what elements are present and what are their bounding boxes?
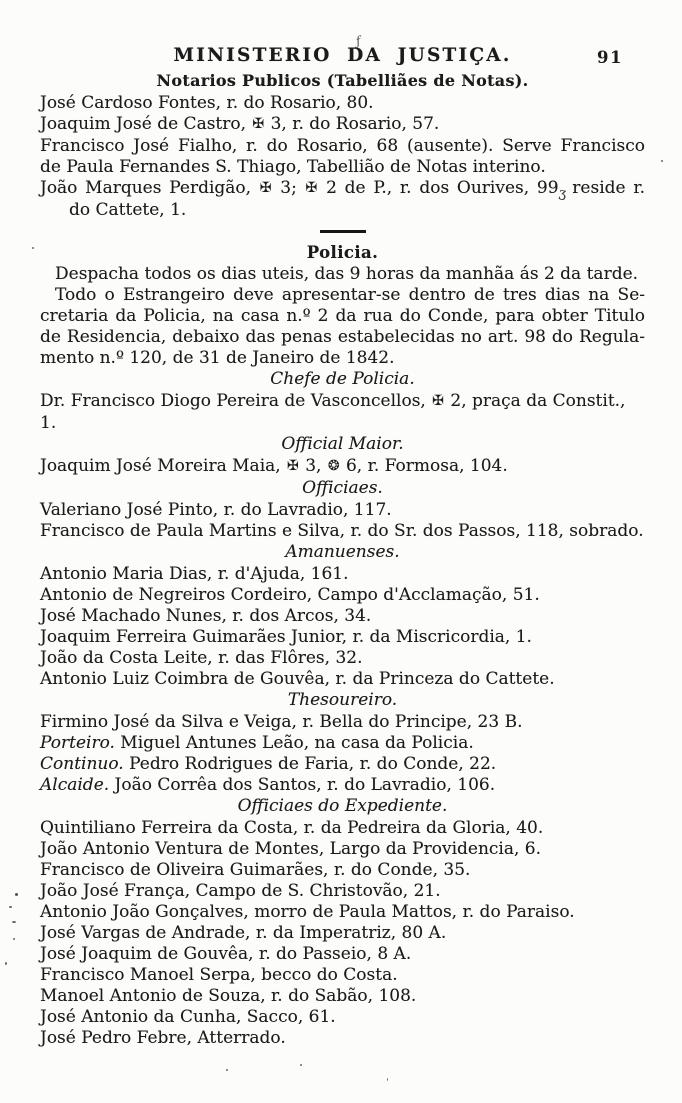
entry-line (40, 285, 645, 306)
section-divider-wrap (40, 221, 645, 242)
entry-line (40, 1007, 645, 1028)
text-run: Antonio de Negreiros Cordeiro, Campo d'Acclamação, 51. (40, 585, 540, 605)
entry-line (40, 157, 645, 178)
scan-speck (5, 962, 7, 965)
text-run: José Pedro Febre, Atterrado. (40, 1028, 286, 1048)
subsection-official-maior (40, 434, 645, 478)
text-run: 2, praça da Constit., 1. (40, 391, 626, 433)
entry-line (40, 348, 645, 369)
text-run: José Machado Nunes, r. dos Arcos, 34. (40, 606, 372, 626)
scan-speck (15, 893, 18, 896)
entry-line (40, 114, 645, 136)
text-run: Manoel Antonio de Souza, r. do Sabão, 108. (40, 986, 417, 1006)
text-run: Joaquim José de Castro, (40, 114, 252, 134)
text-run: João Antonio Ventura de Montes, Largo da Providencia, 6. (40, 839, 542, 859)
entry-line (40, 648, 645, 669)
role-label: Porteiro. (40, 733, 115, 753)
text-run: Joaquim Ferreira Guimarães Junior, r. da Miscricordia, 1. (40, 627, 532, 647)
entry-line (40, 965, 645, 986)
entry-line (40, 775, 645, 796)
cross-icon: ✠ (305, 180, 318, 196)
text-run: 3, (299, 456, 327, 476)
text-run: Antonio João Gonçalves, morro de Paula Mattos, r. do Paraiso. (40, 902, 575, 922)
subsection-thesoureiro (40, 690, 645, 796)
entry-line (40, 456, 645, 478)
page-title: MINISTERIO DA JUSTIÇA. (173, 45, 512, 66)
chefe-de-policia-list (40, 391, 645, 434)
entry-line (40, 986, 645, 1007)
text-run: cretaria da Policia, na casa n.º 2 da rua do Conde, para obter Titulo (40, 306, 645, 326)
scan-speck (12, 921, 16, 923)
text-run: do Cattete, 1. (69, 200, 187, 220)
text-run: Francisco José Fialho, r. do Rosario, 68 (ausente). Serve Francisco (40, 136, 645, 156)
text-run: 3, r. do Rosario, 57. (265, 114, 440, 134)
entry-line (40, 712, 645, 733)
text-run: Dr. Francisco Diogo Pereira de Vasconcellos, (40, 391, 432, 411)
text-run: Antonio Luiz Coimbra de Gouvêa, r. da Princeza do Cattete. (40, 669, 555, 689)
entry-line (40, 669, 645, 690)
cross-icon: ✠ (252, 116, 265, 132)
medal-icon: ❂ (327, 458, 340, 474)
entry-line (40, 521, 645, 542)
officiaes-list (40, 500, 645, 542)
text-run: Francisco de Oliveira Guimarães, r. do Conde, 35. (40, 860, 471, 880)
entry-line (40, 944, 645, 965)
text-run: 2 de P., r. dos Ourives, 99 (318, 178, 559, 198)
policia-intro-paragraphs (40, 264, 645, 369)
entry-line (40, 902, 645, 923)
scan-speck (9, 906, 12, 908)
entry-line (40, 327, 645, 348)
text-run: José Cardoso Fontes, r. do Rosario, 80. (40, 93, 374, 113)
ink-mark: ʒ (557, 185, 568, 202)
entry-line (40, 606, 645, 627)
scan-speck (300, 1064, 302, 1066)
text-run: de Paula Fernandes S. Thiago, Tabellião de Notas interino. (40, 157, 546, 177)
text-run: Despacha todos os dias uteis, das 9 horas da manhãa ás 2 da tarde. (55, 264, 639, 284)
entry-line (40, 1028, 645, 1049)
text-run: Valeriano José Pinto, r. do Lavradio, 117. (40, 500, 392, 520)
text-run: Pedro Rodrigues de Faria, r. do Conde, 22. (123, 754, 497, 774)
text-run: 3; (272, 178, 305, 198)
entry-line (40, 839, 645, 860)
text-run: de Residencia, debaixo das penas estabelecidas no art. 98 do Regula- (40, 327, 645, 347)
subsection-officiaes (40, 478, 645, 542)
entry-line (40, 178, 645, 200)
officiaes-do-expediente-list (40, 818, 645, 1049)
entry-line (40, 564, 645, 585)
entry-line (40, 391, 645, 434)
entry-line (40, 881, 645, 902)
text-run: João José França, Campo de S. Christovão, 21. (40, 881, 441, 901)
entry-line (40, 923, 645, 944)
entry-line (40, 860, 645, 881)
thesoureiro-list (40, 712, 645, 796)
text-run: Miguel Antunes Leão, na casa da Policia. (114, 733, 474, 753)
scan-speck (661, 160, 663, 162)
text-run: João Corrêa dos Santos, r. do Lavradio, 106. (109, 775, 496, 795)
entry-line (40, 136, 645, 157)
ink-mark: ƒ (354, 33, 362, 49)
page-number: 91 (597, 48, 623, 67)
page-header (40, 33, 645, 67)
entry-line (40, 264, 645, 285)
subsection-chefe-de-policia (40, 369, 645, 434)
text-run: Francisco de Paula Martins e Silva, r. do Sr. dos Passos, 118, sobrado. (40, 521, 644, 541)
text-run: João Marques Perdigão, (40, 178, 259, 198)
entry-line (40, 733, 645, 754)
subsection-title-officiaes: Officiaes. (302, 478, 383, 498)
text-run: Quintiliano Ferreira da Costa, r. da Pedreira da Gloria, 40. (40, 818, 544, 838)
text-run: mento n.º 120, de 31 de Janeiro de 1842. (40, 348, 395, 368)
entry-line (40, 93, 645, 114)
text-run: João da Costa Leite, r. das Flôres, 32. (40, 648, 363, 668)
subsection-title-thesoureiro: Thesoureiro. (287, 690, 398, 710)
text-run: José Vargas de Andrade, r. da Imperatriz, 80 A. (40, 923, 447, 943)
section-title-notarios-publicos: Notarios Publicos (Tabelliães de Notas). (156, 71, 529, 90)
scan-speck (32, 247, 34, 249)
section-divider (320, 230, 366, 233)
section-title-policia: Policia. (306, 243, 379, 262)
text-run: José Joaquim de Gouvêa, r. do Passeio, 8 A. (40, 944, 412, 964)
entry-line (40, 306, 645, 327)
text-run: José Antonio da Cunha, Sacco, 61. (40, 1007, 336, 1027)
subsection-officiaes-do-expediente (40, 796, 645, 1049)
subsection-title-chefe-de-policia: Chefe de Policia. (270, 369, 415, 389)
entry-line (40, 754, 645, 775)
cross-icon: ✠ (432, 393, 444, 409)
role-label: Continuo. (40, 754, 124, 774)
text-run: Antonio Maria Dias, r. d'Ajuda, 161. (40, 564, 349, 584)
text-run: Todo o Estrangeiro deve apresentar-se dentro de tres dias na Se- (55, 285, 645, 305)
text-run: Firmino José da Silva e Veiga, r. Bella do Principe, 23 B. (40, 712, 523, 732)
scan-speck (226, 1069, 228, 1071)
subsection-amanuenses (40, 542, 645, 690)
scan-speck (387, 1078, 388, 1081)
role-label: Alcaide. (40, 775, 110, 795)
text-run: Francisco Manoel Serpa, becco do Costa. (40, 965, 398, 985)
subsection-title-officiaes-do-expediente: Officiaes do Expediente. (237, 796, 448, 816)
text-run: reside r. (564, 178, 646, 198)
entry-line (40, 585, 645, 606)
cross-icon: ✠ (259, 180, 272, 196)
text-run: 6, r. Formosa, 104. (340, 456, 508, 476)
entry-line (40, 818, 645, 839)
entry-line (40, 500, 645, 521)
subsection-title-amanuenses: Amanuenses. (285, 542, 400, 562)
text-run: Joaquim José Moreira Maia, (40, 456, 287, 476)
cross-icon: ✠ (287, 458, 299, 474)
amanuenses-list (40, 564, 645, 690)
subsection-title-official-maior: Official Maior. (281, 434, 404, 454)
entry-line (40, 627, 645, 648)
scan-speck (13, 938, 15, 940)
official-maior-list (40, 456, 645, 478)
notarios-list (40, 93, 645, 221)
